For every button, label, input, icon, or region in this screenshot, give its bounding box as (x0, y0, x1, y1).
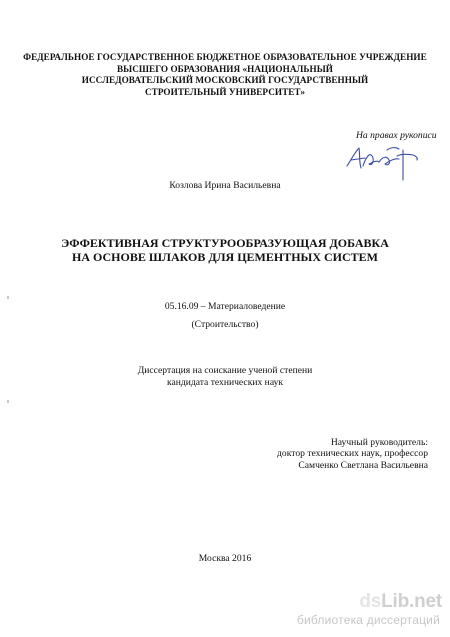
author-name: Козлова Ирина Васильевна (169, 180, 281, 191)
organization-line: СТРОИТЕЛЬНЫЙ УНИВЕРСИТЕТ» (144, 86, 306, 97)
degree-line: Диссертация на соискание ученой степени (137, 365, 313, 376)
watermark (246, 591, 442, 631)
watermark-logo-prefix: ds (359, 591, 382, 612)
organization-header (0, 52, 450, 98)
organization-line: ИССЛЕДОВАТЕЛЬСКИЙ МОСКОВСКИЙ ГОСУДАРСТВЕННЫЙ (81, 75, 369, 86)
supervisor-label: Научный руководитель: (330, 437, 428, 448)
watermark-logo (359, 591, 442, 613)
watermark-subtitle: библиотека диссертаций (296, 613, 440, 627)
handwritten-signature (343, 136, 421, 184)
organization-line: ФЕДЕРАЛЬНОЕ ГОСУДАРСТВЕННОЕ БЮДЖЕТНОЕ ОБРАЗОВАТЕЛЬНОЕ УЧРЕЖДЕНИЕ (23, 52, 427, 62)
degree-statement (0, 365, 450, 388)
thesis-title-line: ЭФФЕКТИВНАЯ СТРУКТУРООБРАЗУЮЩАЯ ДОБАВКА (61, 236, 389, 250)
thesis-title (0, 236, 450, 264)
specialty-field: (Строительство) (191, 319, 259, 330)
scan-artifact (7, 400, 9, 403)
watermark-logo-rest: Lib.net (381, 591, 442, 612)
supervisor-degree: доктор технических наук, профессор (277, 448, 428, 460)
supervisor-block (277, 437, 428, 471)
thesis-title-line: НА ОСНОВЕ ШЛАКОВ ДЛЯ ЦЕМЕНТНЫХ СИСТЕМ (72, 250, 378, 264)
supervisor-name: Самченко Светлана Васильевна (298, 459, 428, 471)
specialty-block (0, 298, 450, 334)
city-year: Москва 2016 (198, 553, 252, 564)
rights-note: На правах рукописи (356, 130, 437, 141)
degree-line: кандидата технических наук (166, 376, 284, 388)
organization-line: ВЫСШЕГО ОБРАЗОВАНИЯ «НАЦИОНАЛЬНЫЙ (116, 63, 333, 74)
specialty-code: 05.16.09 – Материаловедение (164, 301, 286, 312)
